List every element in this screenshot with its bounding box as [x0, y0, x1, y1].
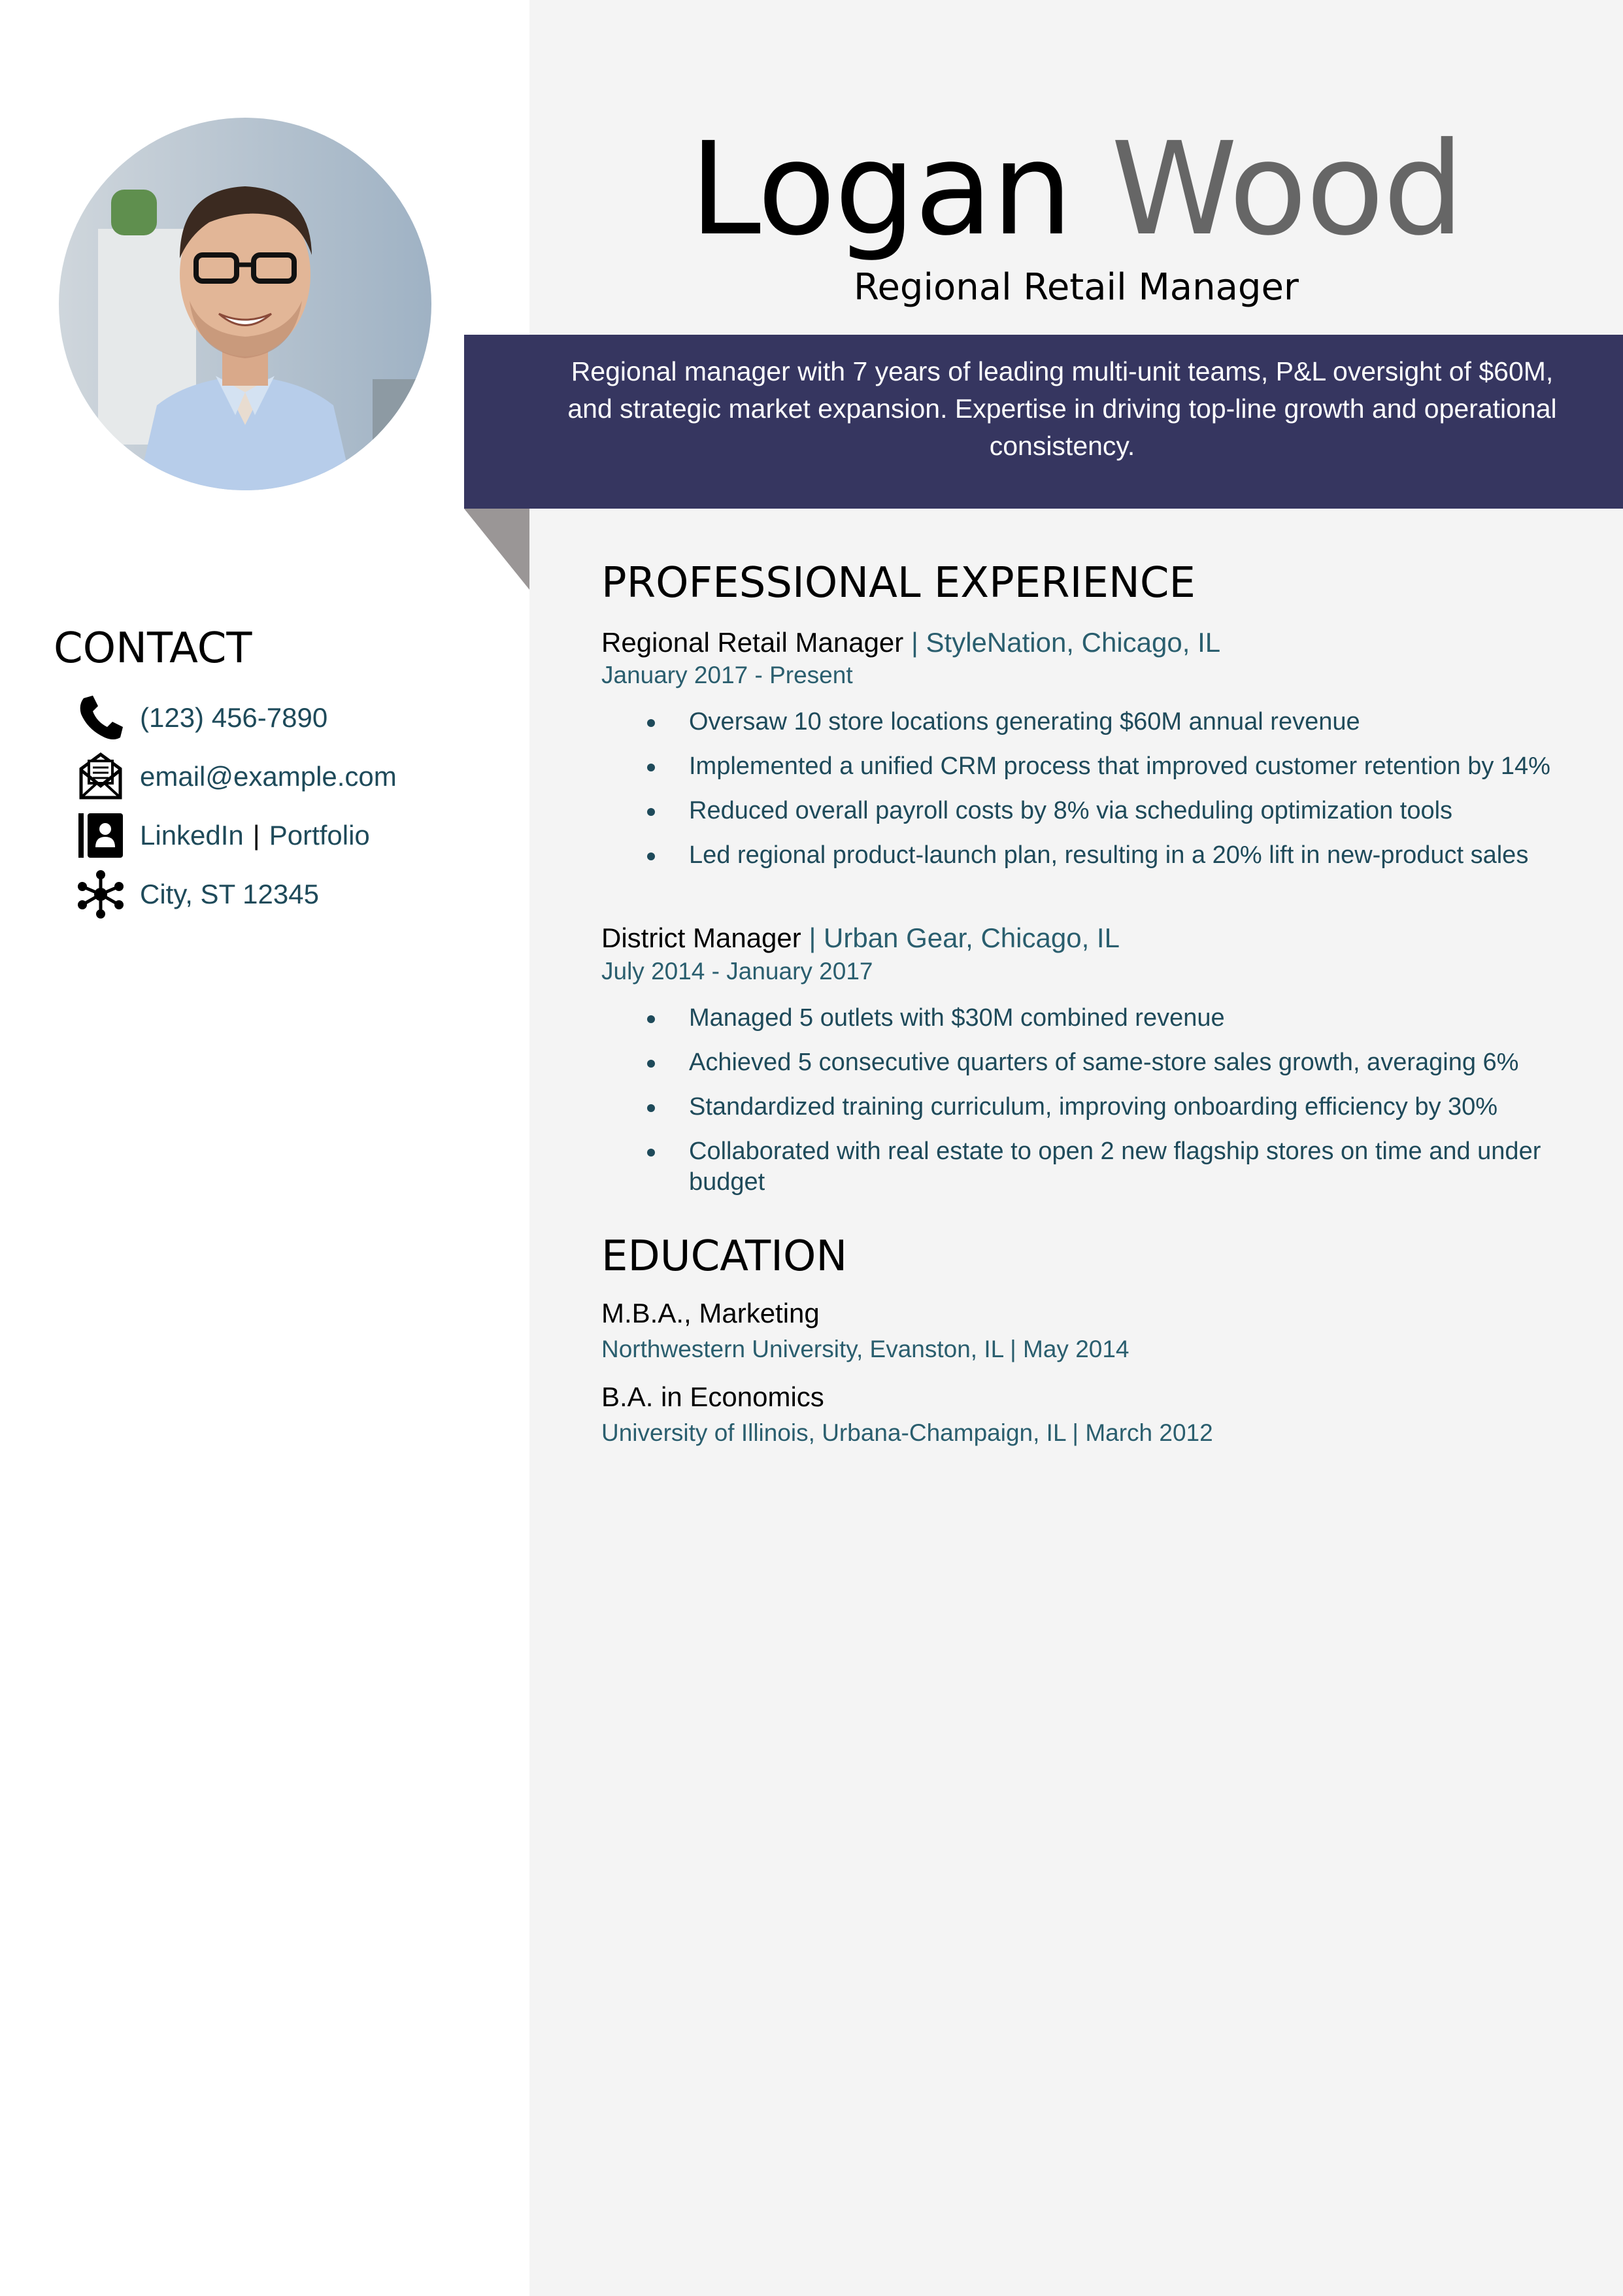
profile-links: [127, 819, 370, 853]
email-address[interactable]: email@example.com: [140, 761, 397, 792]
job-2-dates: July 2014 - January 2017: [601, 958, 873, 985]
location: City, ST 12345: [140, 879, 319, 909]
candidate-name: [529, 114, 1623, 265]
job-1-company: | StyleNation, Chicago, IL: [911, 627, 1221, 658]
school-2: University of Illinois, Urbana-Champaign, IL | March 2012: [601, 1419, 1213, 1446]
list-item: Led regional product-launch plan, resulting in a 20% lift in new-product sales: [647, 840, 1588, 871]
phone-icon: [75, 692, 127, 744]
link-separator: |: [252, 820, 260, 851]
school-1: Northwestern University, Evanston, IL | May 2014: [601, 1336, 1129, 1362]
portfolio-link[interactable]: Portfolio: [269, 820, 370, 851]
job-title: Regional Retail Manager: [854, 266, 1299, 309]
job-2-title: District Manager: [601, 922, 801, 953]
linkedin-link[interactable]: LinkedIn: [140, 820, 244, 851]
job-1-heading: [601, 624, 1220, 661]
degree-2: B.A. in Economics: [601, 1381, 824, 1412]
job-1-bullets: [647, 707, 1588, 871]
contact-links: [75, 809, 370, 862]
contact-card-icon: [75, 809, 127, 862]
experience-heading: PROFESSIONAL EXPERIENCE: [601, 559, 1196, 607]
ribbon-fold: [464, 509, 529, 590]
list-item: Achieved 5 consecutive quarters of same-store sales growth, averaging 6%: [647, 1047, 1588, 1078]
first-name: Logan: [689, 115, 1072, 264]
list-item: Managed 5 outlets with $30M combined revenue: [647, 1003, 1588, 1034]
mail-icon: [75, 751, 127, 803]
list-item: Implemented a unified CRM process that improved customer retention by 14%: [647, 751, 1588, 782]
job-1-dates: January 2017 - Present: [601, 662, 853, 688]
contact-email[interactable]: [75, 751, 397, 803]
phone-number[interactable]: (123) 456-7890: [140, 702, 328, 733]
degree-1: M.B.A., Marketing: [601, 1298, 820, 1328]
last-name: Wood: [1111, 115, 1464, 264]
contact-phone[interactable]: [75, 692, 327, 744]
profile-photo: [59, 118, 431, 490]
contact-heading: CONTACT: [54, 624, 252, 673]
contact-location: [75, 868, 319, 920]
job-2-bullets: [647, 1003, 1588, 1198]
list-item: Reduced overall payroll costs by 8% via scheduling optimization tools: [647, 796, 1588, 826]
network-icon: [75, 868, 127, 920]
job-1-title: Regional Retail Manager: [601, 627, 904, 658]
list-item: Oversaw 10 store locations generating $60M annual revenue: [647, 707, 1588, 737]
summary-text: Regional manager with 7 years of leading multi-unit teams, P&L oversight of $60M, and strategic market expansion. Expertise in driving top-line growth and operational consistency.: [567, 356, 1557, 461]
job-2-company: | Urban Gear, Chicago, IL: [809, 922, 1120, 953]
education-heading: EDUCATION: [601, 1232, 848, 1281]
list-item: Collaborated with real estate to open 2 new flagship stores on time and under budget: [647, 1136, 1588, 1198]
list-item: Standardized training curriculum, improving onboarding efficiency by 30%: [647, 1092, 1588, 1123]
job-2-heading: [601, 920, 1120, 956]
